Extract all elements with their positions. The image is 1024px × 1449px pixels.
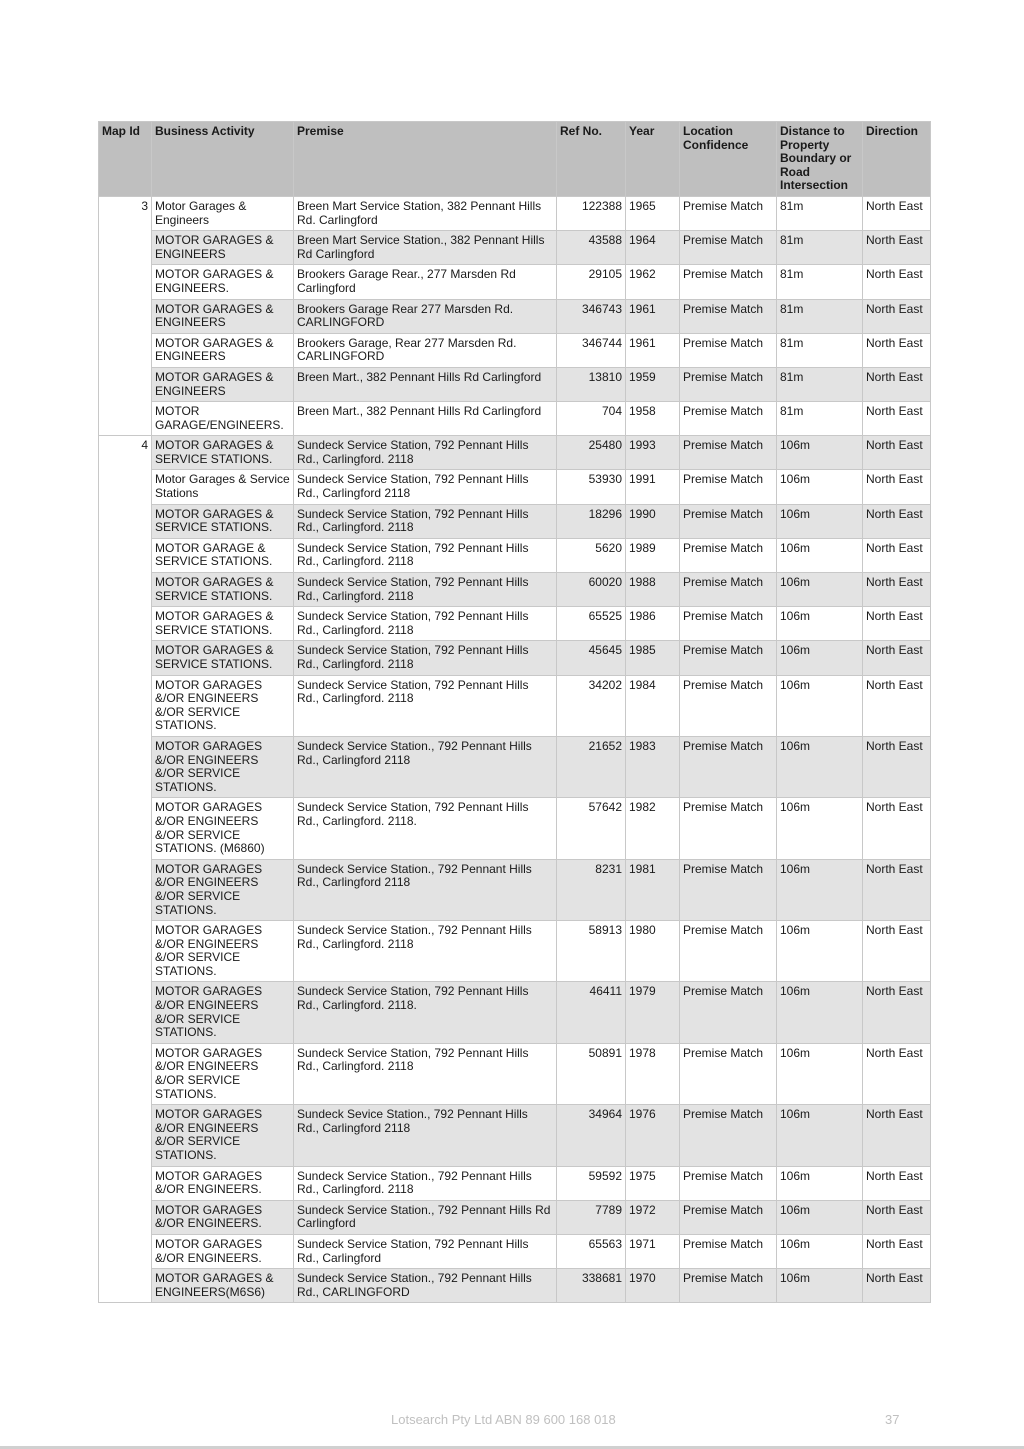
cell-premise: Sundeck Service Station., 792 Pennant Hills Rd., Carlingford. 2118	[294, 1166, 557, 1200]
cell-premise: Sundeck Service Station, 792 Pennant Hills Rd., Carlingford. 2118	[294, 436, 557, 470]
cell-premise: Breen Mart., 382 Pennant Hills Rd Carlingford	[294, 402, 557, 436]
cell-business-activity: MOTOR GARAGES & ENGINEERS.	[152, 265, 294, 299]
table-row	[99, 859, 931, 920]
cell-ref-no: 122388	[557, 196, 626, 230]
cell-distance: 106m	[777, 573, 863, 607]
cell-year: 1976	[626, 1105, 680, 1166]
cell-ref-no: 53930	[557, 470, 626, 504]
cell-distance: 106m	[777, 1043, 863, 1104]
cell-premise: Sundeck Service Station, 792 Pennant Hills Rd., Carlingford. 2118	[294, 538, 557, 572]
cell-premise: Brookers Garage Rear., 277 Marsden Rd Carlingford	[294, 265, 557, 299]
cell-business-activity: MOTOR GARAGES &/OR ENGINEERS.	[152, 1234, 294, 1268]
cell-direction: North East	[863, 196, 931, 230]
cell-distance: 106m	[777, 859, 863, 920]
cell-direction: North East	[863, 231, 931, 265]
cell-distance: 106m	[777, 607, 863, 641]
cell-business-activity: MOTOR GARAGES & SERVICE STATIONS.	[152, 436, 294, 470]
cell-map-id	[99, 607, 152, 641]
cell-ref-no: 25480	[557, 436, 626, 470]
cell-direction: North East	[863, 538, 931, 572]
cell-map-id	[99, 641, 152, 675]
cell-ref-no: 65563	[557, 1234, 626, 1268]
cell-premise: Sundeck Service Station, 792 Pennant Hills Rd., Carlingford	[294, 1234, 557, 1268]
cell-distance: 81m	[777, 265, 863, 299]
cell-business-activity: MOTOR GARAGES &/OR ENGINEERS &/OR SERVICE STATIONS.	[152, 921, 294, 982]
cell-ref-no: 704	[557, 402, 626, 436]
cell-premise: Sundeck Service Station, 792 Pennant Hills Rd., Carlingford. 2118	[294, 573, 557, 607]
cell-year: 1983	[626, 736, 680, 797]
table-row	[99, 982, 931, 1043]
cell-distance: 106m	[777, 921, 863, 982]
table-row	[99, 538, 931, 572]
cell-map-id	[99, 367, 152, 401]
cell-distance: 106m	[777, 736, 863, 797]
cell-year: 1972	[626, 1200, 680, 1234]
cell-location-confidence: Premise Match	[680, 333, 777, 367]
cell-location-confidence: Premise Match	[680, 436, 777, 470]
cell-direction: North East	[863, 265, 931, 299]
cell-business-activity: MOTOR GARAGE/ENGINEERS.	[152, 402, 294, 436]
cell-ref-no: 8231	[557, 859, 626, 920]
cell-direction: North East	[863, 982, 931, 1043]
cell-business-activity: MOTOR GARAGES & ENGINEERS	[152, 333, 294, 367]
cell-distance: 106m	[777, 798, 863, 859]
table-row	[99, 367, 931, 401]
cell-map-id	[99, 504, 152, 538]
cell-distance: 106m	[777, 1105, 863, 1166]
header-distance: Distance to Property Boundary or Road Intersection	[777, 122, 863, 197]
cell-location-confidence: Premise Match	[680, 1105, 777, 1166]
cell-year: 1982	[626, 798, 680, 859]
cell-premise: Breen Mart Service Station, 382 Pennant Hills Rd. Carlingford	[294, 196, 557, 230]
cell-distance: 106m	[777, 538, 863, 572]
header-direction: Direction	[863, 122, 931, 197]
cell-year: 1984	[626, 675, 680, 736]
cell-business-activity: MOTOR GARAGES & SERVICE STATIONS.	[152, 641, 294, 675]
cell-map-id	[99, 231, 152, 265]
cell-direction: North East	[863, 573, 931, 607]
cell-premise: Breen Mart., 382 Pennant Hills Rd Carlingford	[294, 367, 557, 401]
cell-year: 1971	[626, 1234, 680, 1268]
table-row	[99, 736, 931, 797]
cell-map-id: 4	[99, 436, 152, 470]
header-location-confidence: Location Confidence	[680, 122, 777, 197]
cell-ref-no: 43588	[557, 231, 626, 265]
cell-direction: North East	[863, 921, 931, 982]
cell-location-confidence: Premise Match	[680, 1043, 777, 1104]
cell-location-confidence: Premise Match	[680, 402, 777, 436]
table-row	[99, 402, 931, 436]
cell-ref-no: 13810	[557, 367, 626, 401]
cell-business-activity: MOTOR GARAGES & ENGINEERS	[152, 299, 294, 333]
cell-distance: 106m	[777, 470, 863, 504]
cell-map-id	[99, 1105, 152, 1166]
table-row	[99, 573, 931, 607]
cell-location-confidence: Premise Match	[680, 1200, 777, 1234]
cell-location-confidence: Premise Match	[680, 573, 777, 607]
cell-ref-no: 59592	[557, 1166, 626, 1200]
table-row	[99, 921, 931, 982]
cell-ref-no: 45645	[557, 641, 626, 675]
table-row	[99, 1269, 931, 1303]
cell-ref-no: 46411	[557, 982, 626, 1043]
cell-year: 1979	[626, 982, 680, 1043]
cell-ref-no: 50891	[557, 1043, 626, 1104]
cell-direction: North East	[863, 798, 931, 859]
cell-location-confidence: Premise Match	[680, 231, 777, 265]
cell-year: 1964	[626, 231, 680, 265]
cell-location-confidence: Premise Match	[680, 299, 777, 333]
table-row	[99, 1105, 931, 1166]
table-row	[99, 470, 931, 504]
cell-year: 1958	[626, 402, 680, 436]
cell-year: 1993	[626, 436, 680, 470]
cell-distance: 81m	[777, 367, 863, 401]
table-row	[99, 299, 931, 333]
cell-ref-no: 346744	[557, 333, 626, 367]
table-row	[99, 1166, 931, 1200]
cell-business-activity: MOTOR GARAGE & SERVICE STATIONS.	[152, 538, 294, 572]
cell-premise: Sundeck Service Station, 792 Pennant Hills Rd., Carlingford. 2118	[294, 607, 557, 641]
cell-direction: North East	[863, 299, 931, 333]
cell-distance: 106m	[777, 1269, 863, 1303]
cell-direction: North East	[863, 504, 931, 538]
cell-year: 1961	[626, 333, 680, 367]
cell-premise: Sundeck Sevice Station., 792 Pennant Hills Rd., Carlingford 2118	[294, 1105, 557, 1166]
cell-map-id	[99, 982, 152, 1043]
cell-direction: North East	[863, 333, 931, 367]
cell-direction: North East	[863, 367, 931, 401]
cell-premise: Sundeck Service Station, 792 Pennant Hills Rd., Carlingford 2118	[294, 470, 557, 504]
cell-year: 1970	[626, 1269, 680, 1303]
cell-business-activity: MOTOR GARAGES &/OR ENGINEERS.	[152, 1166, 294, 1200]
cell-business-activity: MOTOR GARAGES &/OR ENGINEERS &/OR SERVICE STATIONS.	[152, 982, 294, 1043]
cell-business-activity: MOTOR GARAGES & SERVICE STATIONS.	[152, 607, 294, 641]
cell-direction: North East	[863, 1200, 931, 1234]
cell-map-id	[99, 265, 152, 299]
cell-distance: 106m	[777, 504, 863, 538]
cell-direction: North East	[863, 1105, 931, 1166]
cell-year: 1988	[626, 573, 680, 607]
cell-map-id	[99, 1234, 152, 1268]
cell-premise: Sundeck Service Station, 792 Pennant Hills Rd., Carlingford. 2118.	[294, 798, 557, 859]
cell-ref-no: 29105	[557, 265, 626, 299]
cell-ref-no: 21652	[557, 736, 626, 797]
cell-distance: 106m	[777, 641, 863, 675]
cell-year: 1985	[626, 641, 680, 675]
table-row	[99, 504, 931, 538]
table-row	[99, 607, 931, 641]
cell-distance: 106m	[777, 982, 863, 1043]
cell-location-confidence: Premise Match	[680, 196, 777, 230]
cell-distance: 81m	[777, 402, 863, 436]
cell-location-confidence: Premise Match	[680, 921, 777, 982]
cell-premise: Sundeck Service Station, 792 Pennant Hills Rd., Carlingford. 2118	[294, 675, 557, 736]
cell-year: 1978	[626, 1043, 680, 1104]
cell-ref-no: 338681	[557, 1269, 626, 1303]
cell-map-id	[99, 573, 152, 607]
business-activity-table	[98, 121, 931, 1303]
table-row	[99, 265, 931, 299]
cell-year: 1981	[626, 859, 680, 920]
cell-business-activity: MOTOR GARAGES &/OR ENGINEERS &/OR SERVICE STATIONS.	[152, 675, 294, 736]
cell-direction: North East	[863, 859, 931, 920]
cell-ref-no: 57642	[557, 798, 626, 859]
cell-business-activity: MOTOR GARAGES & SERVICE STATIONS.	[152, 573, 294, 607]
cell-direction: North East	[863, 1269, 931, 1303]
cell-business-activity: MOTOR GARAGES &/OR ENGINEERS &/OR SERVICE STATIONS.	[152, 1043, 294, 1104]
cell-location-confidence: Premise Match	[680, 538, 777, 572]
cell-location-confidence: Premise Match	[680, 736, 777, 797]
cell-business-activity: MOTOR GARAGES &/OR ENGINEERS &/OR SERVICE STATIONS.	[152, 736, 294, 797]
cell-distance: 81m	[777, 333, 863, 367]
cell-direction: North East	[863, 736, 931, 797]
table-row	[99, 333, 931, 367]
cell-ref-no: 60020	[557, 573, 626, 607]
cell-distance: 81m	[777, 299, 863, 333]
cell-premise: Sundeck Service Station., 792 Pennant Hills Rd., Carlingford. 2118	[294, 921, 557, 982]
cell-map-id	[99, 736, 152, 797]
cell-business-activity: Motor Garages & Service Stations	[152, 470, 294, 504]
cell-premise: Breen Mart Service Station., 382 Pennant Hills Rd Carlingford	[294, 231, 557, 265]
cell-direction: North East	[863, 1234, 931, 1268]
cell-direction: North East	[863, 470, 931, 504]
cell-map-id: 3	[99, 196, 152, 230]
footer-company: Lotsearch Pty Ltd ABN 89 600 168 018	[391, 1412, 616, 1427]
table-row	[99, 1234, 931, 1268]
cell-premise: Sundeck Service Station., 792 Pennant Hills Rd., Carlingford 2118	[294, 859, 557, 920]
cell-premise: Sundeck Service Station., 792 Pennant Hills Rd Carlingford	[294, 1200, 557, 1234]
cell-location-confidence: Premise Match	[680, 367, 777, 401]
cell-location-confidence: Premise Match	[680, 1269, 777, 1303]
cell-year: 1962	[626, 265, 680, 299]
table-header-row	[99, 122, 931, 197]
header-year: Year	[626, 122, 680, 197]
cell-location-confidence: Premise Match	[680, 1166, 777, 1200]
cell-location-confidence: Premise Match	[680, 504, 777, 538]
cell-map-id	[99, 859, 152, 920]
cell-location-confidence: Premise Match	[680, 470, 777, 504]
cell-premise: Sundeck Service Station, 792 Pennant Hills Rd., Carlingford. 2118	[294, 1043, 557, 1104]
cell-location-confidence: Premise Match	[680, 982, 777, 1043]
table-body	[99, 196, 931, 1302]
table-row	[99, 675, 931, 736]
header-map-id: Map Id	[99, 122, 152, 197]
cell-map-id	[99, 1269, 152, 1303]
cell-direction: North East	[863, 402, 931, 436]
cell-year: 1975	[626, 1166, 680, 1200]
cell-year: 1989	[626, 538, 680, 572]
cell-ref-no: 58913	[557, 921, 626, 982]
cell-distance: 81m	[777, 231, 863, 265]
cell-ref-no: 5620	[557, 538, 626, 572]
cell-premise: Sundeck Service Station, 792 Pennant Hills Rd., Carlingford. 2118.	[294, 982, 557, 1043]
cell-map-id	[99, 333, 152, 367]
cell-business-activity: Motor Garages & Engineers	[152, 196, 294, 230]
table-row	[99, 196, 931, 230]
cell-distance: 81m	[777, 196, 863, 230]
cell-premise: Brookers Garage Rear 277 Marsden Rd. CARLINGFORD	[294, 299, 557, 333]
cell-business-activity: MOTOR GARAGES &/OR ENGINEERS &/OR SERVICE STATIONS.	[152, 859, 294, 920]
cell-distance: 106m	[777, 675, 863, 736]
table-row	[99, 1043, 931, 1104]
cell-direction: North East	[863, 1166, 931, 1200]
cell-business-activity: MOTOR GARAGES &/OR ENGINEERS.	[152, 1200, 294, 1234]
cell-map-id	[99, 1200, 152, 1234]
table-row	[99, 231, 931, 265]
cell-business-activity: MOTOR GARAGES &/OR ENGINEERS &/OR SERVICE STATIONS. (M6860)	[152, 798, 294, 859]
table-row	[99, 641, 931, 675]
table-row	[99, 1200, 931, 1234]
cell-year: 1980	[626, 921, 680, 982]
cell-year: 1965	[626, 196, 680, 230]
cell-year: 1991	[626, 470, 680, 504]
cell-location-confidence: Premise Match	[680, 859, 777, 920]
cell-premise: Sundeck Service Station., 792 Pennant Hills Rd., CARLINGFORD	[294, 1269, 557, 1303]
cell-map-id	[99, 675, 152, 736]
cell-map-id	[99, 402, 152, 436]
table-row	[99, 436, 931, 470]
cell-ref-no: 346743	[557, 299, 626, 333]
cell-premise: Sundeck Service Station, 792 Pennant Hills Rd., Carlingford. 2118	[294, 641, 557, 675]
cell-direction: North East	[863, 607, 931, 641]
cell-premise: Brookers Garage, Rear 277 Marsden Rd. CARLINGFORD	[294, 333, 557, 367]
cell-year: 1986	[626, 607, 680, 641]
cell-premise: Sundeck Service Station., 792 Pennant Hills Rd., Carlingford 2118	[294, 736, 557, 797]
cell-distance: 106m	[777, 1200, 863, 1234]
cell-year: 1961	[626, 299, 680, 333]
cell-map-id	[99, 1166, 152, 1200]
cell-location-confidence: Premise Match	[680, 607, 777, 641]
cell-direction: North East	[863, 675, 931, 736]
cell-location-confidence: Premise Match	[680, 265, 777, 299]
cell-ref-no: 34202	[557, 675, 626, 736]
cell-premise: Sundeck Service Station, 792 Pennant Hills Rd., Carlingford. 2118	[294, 504, 557, 538]
cell-ref-no: 18296	[557, 504, 626, 538]
header-business-activity: Business Activity	[152, 122, 294, 197]
cell-distance: 106m	[777, 436, 863, 470]
cell-map-id	[99, 470, 152, 504]
cell-location-confidence: Premise Match	[680, 1234, 777, 1268]
cell-location-confidence: Premise Match	[680, 641, 777, 675]
cell-map-id	[99, 921, 152, 982]
cell-direction: North East	[863, 641, 931, 675]
header-ref-no: Ref No.	[557, 122, 626, 197]
cell-location-confidence: Premise Match	[680, 798, 777, 859]
cell-map-id	[99, 798, 152, 859]
cell-distance: 106m	[777, 1234, 863, 1268]
cell-map-id	[99, 299, 152, 333]
cell-ref-no: 7789	[557, 1200, 626, 1234]
cell-business-activity: MOTOR GARAGES & ENGINEERS	[152, 231, 294, 265]
cell-ref-no: 65525	[557, 607, 626, 641]
cell-map-id	[99, 1043, 152, 1104]
cell-map-id	[99, 538, 152, 572]
footer-page-number: 37	[885, 1412, 900, 1427]
cell-business-activity: MOTOR GARAGES & SERVICE STATIONS.	[152, 504, 294, 538]
cell-distance: 106m	[777, 1166, 863, 1200]
cell-year: 1990	[626, 504, 680, 538]
cell-direction: North East	[863, 1043, 931, 1104]
header-premise: Premise	[294, 122, 557, 197]
cell-location-confidence: Premise Match	[680, 675, 777, 736]
cell-business-activity: MOTOR GARAGES &/OR ENGINEERS &/OR SERVICE STATIONS.	[152, 1105, 294, 1166]
table-row	[99, 798, 931, 859]
cell-year: 1959	[626, 367, 680, 401]
cell-business-activity: MOTOR GARAGES & ENGINEERS(M6S6)	[152, 1269, 294, 1303]
cell-ref-no: 34964	[557, 1105, 626, 1166]
cell-direction: North East	[863, 436, 931, 470]
cell-business-activity: MOTOR GARAGES & ENGINEERS	[152, 367, 294, 401]
